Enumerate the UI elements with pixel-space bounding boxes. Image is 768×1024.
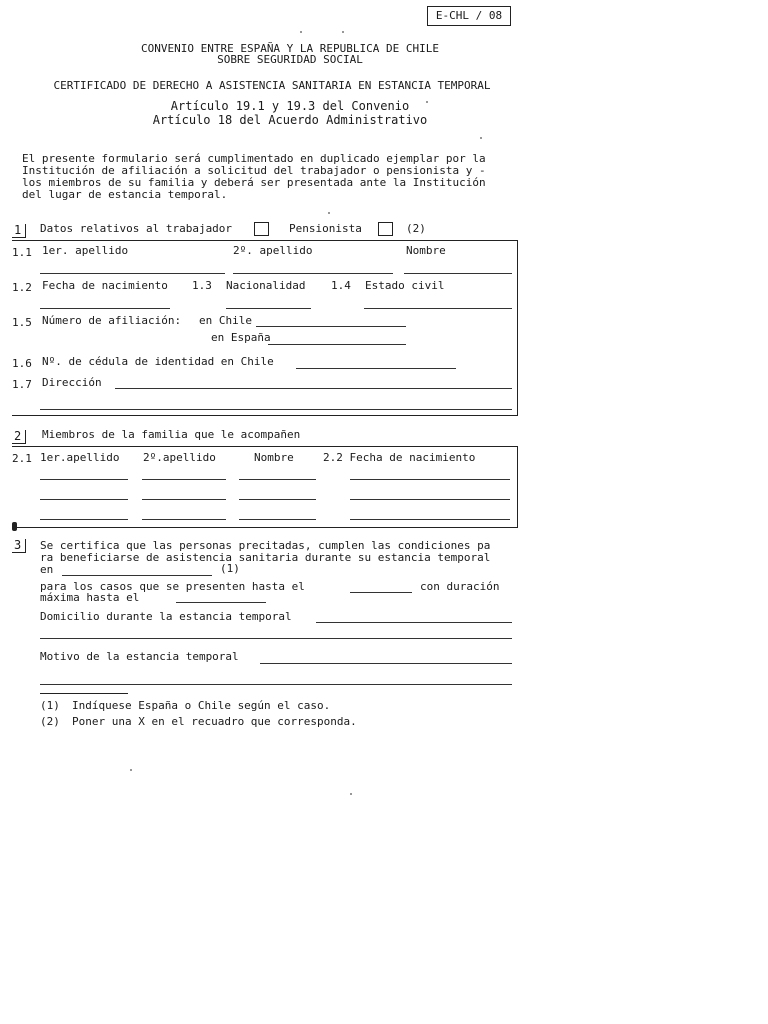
familia-nombre-label: Nombre — [254, 451, 294, 464]
nombre-label: Nombre — [406, 244, 446, 257]
familia-primer-apellido-label: 1er.apellido — [40, 451, 120, 464]
familia-row-3-nombre[interactable] — [239, 519, 316, 520]
fecha-hasta-field[interactable] — [350, 592, 412, 593]
motivo-field-2[interactable] — [40, 684, 512, 685]
pensionista-checkbox[interactable] — [378, 222, 393, 236]
trabajador-checkbox[interactable] — [254, 222, 269, 236]
familia-row-2-fecha[interactable] — [350, 499, 510, 500]
domicilio-field-1[interactable] — [316, 622, 512, 623]
intro-line-1: El presente formulario será cumplimentado en duplicado ejemplar por la — [22, 152, 486, 165]
scan-speck — [342, 31, 344, 33]
cedula-identidad-label: Nº. de cédula de identidad en Chile — [42, 355, 274, 368]
footnote-2-mark: (2) — [40, 715, 60, 728]
familia-row-1-nombre[interactable] — [239, 479, 316, 480]
field-1-6-number: 1.6 — [12, 357, 32, 370]
footnote-2-text: Poner una X en el recuadro que corresponda. — [72, 715, 357, 728]
estado-civil-field[interactable] — [364, 308, 512, 309]
section-3-number: 3 — [12, 539, 26, 553]
document-title: CERTIFICADO DE DERECHO A ASISTENCIA SANITARIA EN ESTANCIA TEMPORAL — [53, 79, 491, 92]
scan-mark — [12, 522, 17, 531]
motivo-field-1[interactable] — [260, 663, 512, 664]
pais-field[interactable] — [62, 575, 212, 576]
section-2-top-rule — [12, 446, 518, 447]
certifica-line-2: ra beneficiarse de asistencia sanitaria durante su estancia temporal — [40, 551, 491, 564]
section-2-bottom-rule — [12, 527, 518, 528]
scan-speck — [130, 769, 132, 771]
section-2-title: Miembros de la familia que le acompañen — [42, 428, 301, 441]
segundo-apellido-field[interactable] — [233, 273, 393, 274]
section-1-right-rule — [517, 240, 518, 416]
familia-row-3-apellido1[interactable] — [40, 519, 128, 520]
nacionalidad-label: Nacionalidad — [226, 279, 306, 292]
scan-speck — [300, 31, 302, 33]
familia-row-1-fecha[interactable] — [350, 479, 510, 480]
intro-line-3: los miembros de su familia y deberá ser presentada ante la Institución — [22, 176, 486, 189]
fecha-nacimiento-label: Fecha de nacimiento — [42, 279, 168, 292]
intro-line-4: del lugar de estancia temporal. — [22, 188, 228, 201]
cedula-identidad-field[interactable] — [296, 368, 456, 369]
intro-line-2: Institución de afiliación a solicitud del trabajador o pensionista y - — [22, 164, 486, 177]
field-1-3-number: 1.3 — [192, 279, 212, 292]
section-2-number: 2 — [12, 430, 26, 444]
form-code: E-CHL / 08 — [427, 6, 511, 26]
maxima-hasta-label: máxima hasta el — [40, 591, 140, 604]
field-1-4-number: 1.4 — [331, 279, 351, 292]
scan-speck — [480, 137, 482, 139]
primer-apellido-field[interactable] — [40, 273, 225, 274]
footnote-1-mark: (1) — [40, 699, 60, 712]
afiliacion-espana-label: en España — [211, 331, 271, 344]
field-1-5-number: 1.5 — [12, 316, 32, 329]
nacionalidad-field[interactable] — [226, 308, 311, 309]
certifica-note-1: (1) — [220, 562, 240, 575]
scan-speck — [350, 793, 352, 795]
direccion-label: Dirección — [42, 376, 102, 389]
scan-speck — [426, 101, 428, 103]
familia-row-3-apellido2[interactable] — [142, 519, 226, 520]
article-acuerdo: Artículo 18 del Acuerdo Administrativo — [152, 113, 428, 127]
familia-row-2-apellido1[interactable] — [40, 499, 128, 500]
familia-segundo-apellido-label: 2º.apellido — [143, 451, 216, 464]
footnote-rule — [40, 693, 128, 694]
pensionista-label: Pensionista — [289, 222, 362, 235]
section-1-title: Datos relativos al trabajador — [40, 222, 233, 235]
familia-fecha-nacimiento-label: 2.2 Fecha de nacimiento — [323, 451, 476, 464]
certifica-line-1: Se certifica que las personas precitadas, cumplen las condiciones pa — [40, 539, 491, 552]
article-convenio: Artículo 19.1 y 19.3 del Convenio — [170, 99, 410, 113]
field-1-7-number: 1.7 — [12, 378, 32, 391]
section-2-right-rule — [517, 446, 518, 528]
familia-row-3-fecha[interactable] — [350, 519, 510, 520]
field-2-1-number: 2.1 — [12, 452, 32, 465]
segundo-apellido-label: 2º. apellido — [233, 244, 313, 257]
familia-row-1-apellido1[interactable] — [40, 479, 128, 480]
primer-apellido-label: 1er. apellido — [42, 244, 129, 257]
field-1-1-number: 1.1 — [12, 246, 32, 259]
casos-hasta-label: para los casos que se presenten hasta el — [40, 580, 305, 593]
header-convenio: CONVENIO ENTRE ESPAÑA Y LA REPUBLICA DE CHILE — [140, 42, 439, 55]
estado-civil-label: Estado civil — [365, 279, 445, 292]
nombre-field[interactable] — [404, 273, 512, 274]
field-1-2-number: 1.2 — [12, 281, 32, 294]
footnote-1-text: Indíquese España o Chile según el caso. — [72, 699, 331, 712]
certifica-en-label: en — [40, 563, 54, 576]
fecha-nacimiento-field[interactable] — [40, 308, 170, 309]
direccion-field-2[interactable] — [40, 409, 512, 410]
maxima-hasta-field[interactable] — [176, 602, 266, 603]
duracion-label: con duración — [420, 580, 500, 593]
motivo-label: Motivo de la estancia temporal — [40, 650, 239, 663]
header-seguridad-social: SOBRE SEGURIDAD SOCIAL — [217, 53, 363, 66]
numero-afiliacion-label: Número de afiliación: — [42, 314, 182, 327]
afiliacion-chile-label: en Chile — [199, 314, 252, 327]
section-1-number: 1 — [12, 224, 26, 238]
section-1-note: (2) — [406, 222, 426, 235]
afiliacion-chile-field[interactable] — [256, 326, 406, 327]
direccion-field-1[interactable] — [115, 388, 512, 389]
section-1-top-rule — [12, 240, 518, 241]
familia-row-1-apellido2[interactable] — [142, 479, 226, 480]
familia-row-2-apellido2[interactable] — [142, 499, 226, 500]
scan-speck — [328, 212, 330, 214]
domicilio-field-2[interactable] — [40, 638, 512, 639]
afiliacion-espana-field[interactable] — [268, 344, 406, 345]
section-1-bottom-rule — [12, 415, 518, 416]
domicilio-label: Domicilio durante la estancia temporal — [40, 610, 292, 623]
familia-row-2-nombre[interactable] — [239, 499, 316, 500]
